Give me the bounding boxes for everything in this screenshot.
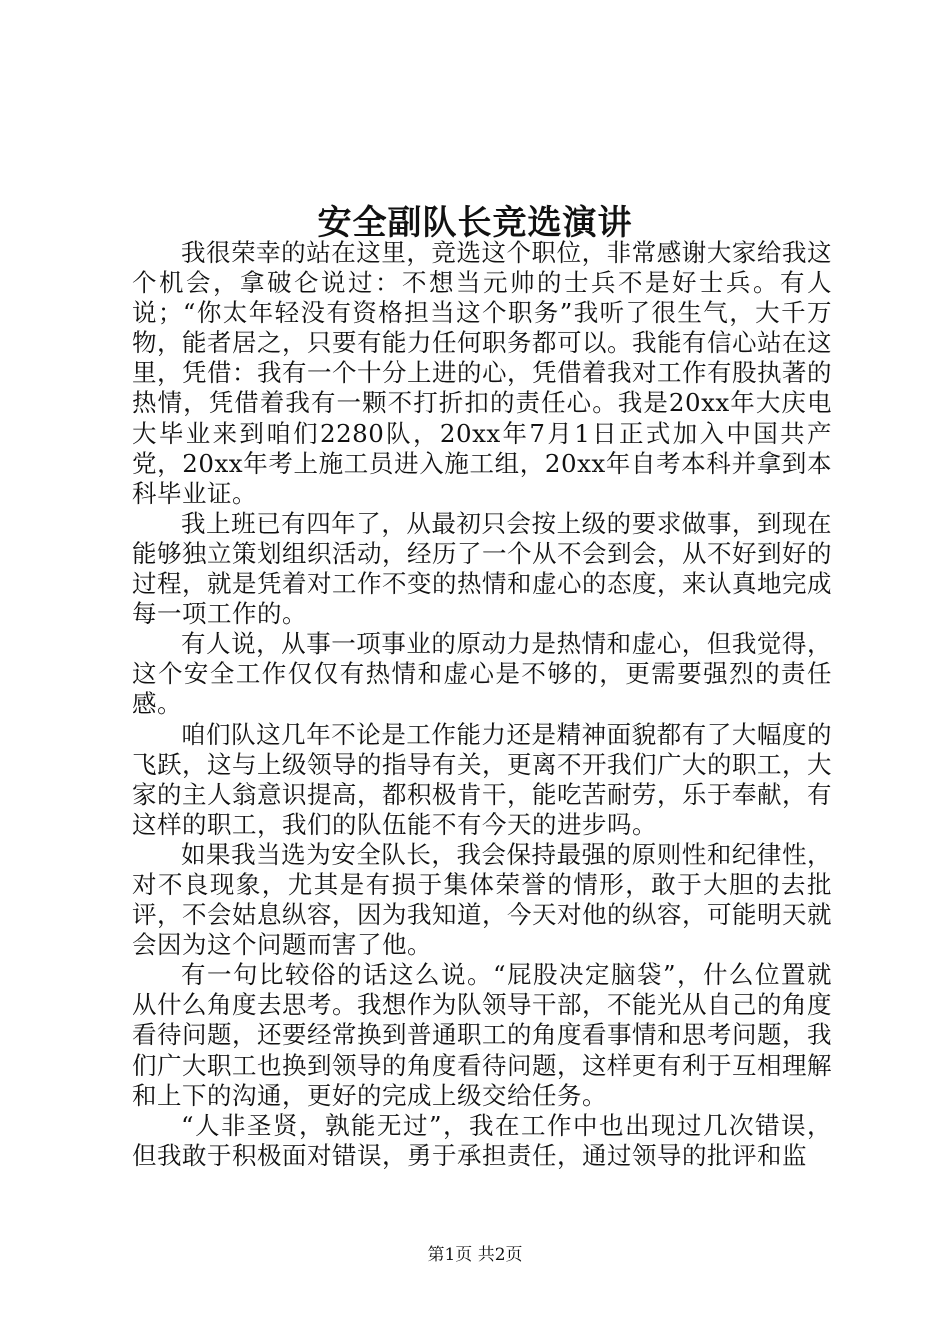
paragraph: 有人说，从事一项事业的原动力是热情和虚心，但我觉得，这个安全工作仅仅有热情和虚心是不够的，更需要强烈的责任感。 (132, 629, 832, 719)
paragraph: 有一句比较俗的话这么说。“屁股决定脑袋”，什么位置就从什么角度去思考。我想作为队领导干部，不能光从自己的角度看待问题，还要经常换到普通职工的角度看事情和思考问题，我们广大职工也换到领导的角度看待问题，这样更有利于互相理解和上下的沟通，更好的完成上级交给任务。 (132, 960, 832, 1110)
paragraph: 如果我当选为安全队长，我会保持最强的原则性和纪律性，对不良现象，尤其是有损于集体荣誉的情形，敢于大胆的去批评，不会姑息纵容，因为我知道，今天对他的纵容，可能明天就会因为这个问题而害了他。 (132, 839, 832, 960)
document-body (132, 238, 832, 1171)
paragraph: 咱们队这几年不论是工作能力还是精神面貌都有了大幅度的飞跃，这与上级领导的指导有关，更离不开我们广大的职工，大家的主人翁意识提高，都积极肯干，能吃苦耐劳，乐于奉献，有这样的职工，我们的队伍能不有今天的进步吗。 (132, 719, 832, 839)
paragraph: 我很荣幸的站在这里，竞选这个职位，非常感谢大家给我这个机会，拿破仑说过：不想当元帅的士兵不是好士兵。有人说；“你太年轻没有资格担当这个职务”我听了很生气，大千万物，能者居之，只要有能力任何职务都可以。我能有信心站在这里，凭借：我有一个十分上进的心，凭借着我对工作有股执著的热情，凭借着我有一颗不打折扣的责任心。我是20xx年大庆电大毕业来到咱们2280队，20xx年7月1日正式加入中国共产党，20xx年考上施工员进入施工组，20xx年自考本科并拿到本科毕业证。 (132, 238, 832, 508)
document-title: 安全副队长竞选演讲 (317, 202, 633, 243)
paragraph: 我上班已有四年了，从最初只会按上级的要求做事，到现在能够独立策划组织活动，经历了一个从不会到会，从不好到好的过程，就是凭着对工作不变的热情和虚心的态度，来认真地完成每一项工作的。 (132, 508, 832, 629)
page-footer: 第1页 共2页 (427, 1245, 523, 1265)
paragraph: “人非圣贤，孰能无过”，我在工作中也出现过几次错误，但我敢于积极面对错误，勇于承担责任，通过领导的批评和监 (132, 1110, 832, 1170)
